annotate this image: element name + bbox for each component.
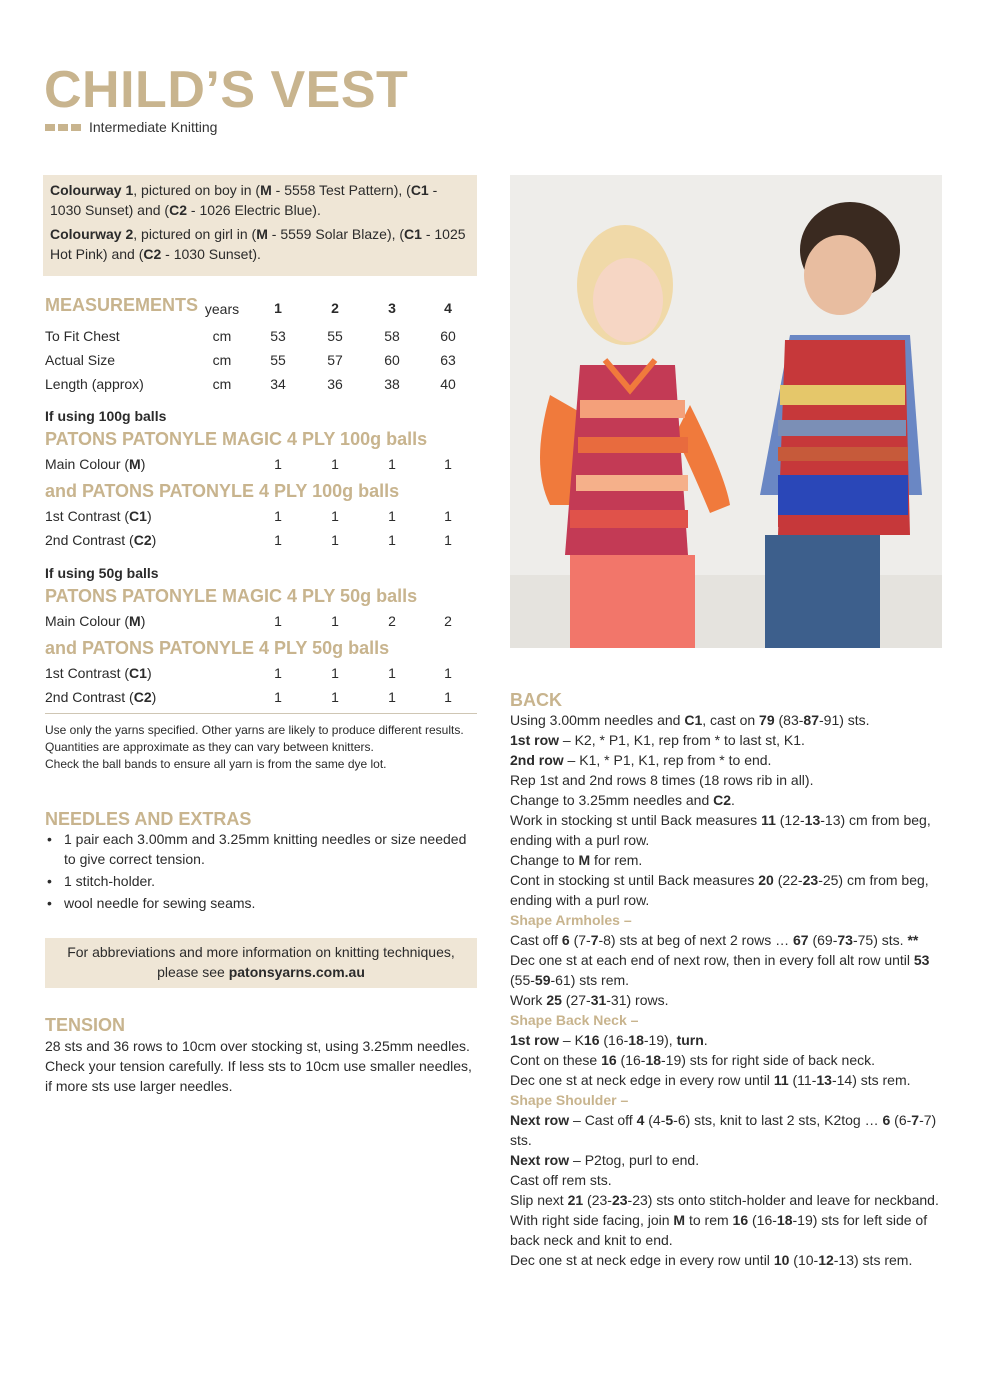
instruction-line: Dec one st at each end of next row, then in every foll alt row until 53 (55-59-61) sts rem. — [510, 952, 930, 988]
table-row: To Fit Chest cm 53 55 58 60 — [45, 328, 456, 344]
instruction-line: 2nd row – K1, * P1, K1, rep from * to end. — [510, 752, 772, 768]
yarn-100g-table — [45, 452, 475, 476]
table-row: Main Colour (M) 1 1 2 2 — [45, 613, 452, 629]
instruction-line: Next row – Cast off 4 (4-5-6) sts, knit to last 2 sts, K2tog … 6 (6-7-7) sts. — [510, 1112, 937, 1148]
yarn-50g-magic-heading: PATONS PATONYLE MAGIC 4 PLY 50g balls — [45, 586, 418, 606]
colourway-panel — [43, 175, 477, 276]
abbreviations-panel — [45, 938, 477, 988]
yarn-100g-subheading: If using 100g balls — [45, 408, 167, 424]
instruction-line: With right side facing, join M to rem 16 (16-18-19) sts for left side of back neck and knit to end. — [510, 1212, 928, 1248]
table-row: Length (approx) cm 34 36 38 40 — [45, 376, 456, 392]
table-row: 2nd Contrast (C2) 1 1 1 1 — [45, 689, 452, 705]
note-line: Quantities are approximate as they can vary between knitters. — [45, 740, 374, 754]
instruction-line: Cast off rem sts. — [510, 1172, 612, 1188]
list-item: • 1 stitch-holder. — [45, 871, 475, 891]
tension-heading: TENSION — [45, 1015, 126, 1035]
shape-armholes-subheading: Shape Armholes – — [510, 912, 632, 928]
size-header: 4 — [444, 300, 452, 316]
instruction-line: Work in stocking st until Back measures 11 (12-13-13) cm from beg, ending with a purl row. — [510, 812, 931, 848]
page-title: CHILD’S VEST — [44, 61, 409, 119]
measurements-heading: MEASUREMENTS — [45, 295, 199, 315]
shape-back-neck-subheading: Shape Back Neck – — [510, 1012, 639, 1028]
unit-header: years — [204, 301, 240, 317]
note-line: Use only the yarns specified. Other yarns are likely to produce different results. — [45, 723, 464, 737]
tension-text — [45, 1036, 475, 1096]
needles-list — [45, 829, 475, 915]
size-header: 1 — [274, 300, 282, 316]
children-photo — [510, 175, 942, 648]
size-header: 2 — [331, 300, 339, 316]
tension-line: Check your tension carefully. If less sts to 10cm use smaller needles, if more sts use larger needles. — [45, 1058, 472, 1094]
needles-heading: NEEDLES AND EXTRAS — [45, 809, 252, 829]
instruction-line: Cont on these 16 (16-18-19) sts for right side of back neck. — [510, 1052, 875, 1068]
colourway-1: Colourway 1, pictured on boy in (M - 5558 Test Pattern), (C1 - 1030 Sunset) and (C2 - 1026 Electric Blue). — [50, 182, 438, 218]
skill-level-label: Intermediate Knitting — [89, 119, 218, 135]
website-link[interactable]: patonsyarns.com.au — [228, 964, 365, 980]
abbreviations-text: For abbreviations and more information on knitting techniques, please see — [67, 944, 455, 980]
instruction-line: Change to 3.25mm needles and C2. — [510, 792, 735, 808]
instruction-line: Dec one st at neck edge in every row until 10 (10-12-13) sts rem. — [510, 1252, 913, 1268]
back-heading: BACK — [510, 690, 562, 710]
note-line: Check the ball bands to ensure all yarn is from the same dye lot. — [45, 757, 387, 771]
table-row: 1st Contrast (C1) 1 1 1 1 — [45, 508, 452, 524]
tension-line: 28 sts and 36 rows to 10cm over stocking st, using 3.25mm needles. — [45, 1038, 470, 1054]
yarn-notes — [45, 722, 475, 773]
instruction-line: Change to M for rem. — [510, 852, 643, 868]
table-row: Main Colour (M) 1 1 1 1 — [45, 456, 452, 472]
yarn-50g-table — [45, 609, 475, 633]
colourway-2: Colourway 2, pictured on girl in (M - 5559 Solar Blaze), (C1 - 1025 Hot Pink) and (C2 - 1030 Sunset). — [50, 226, 466, 262]
measurements-table — [45, 294, 475, 396]
shape-shoulder-subheading: Shape Shoulder – — [510, 1092, 629, 1108]
size-header: 3 — [388, 300, 396, 316]
instruction-line: Rep 1st and 2nd rows 8 times (18 rows rib in all). — [510, 772, 814, 788]
instruction-line: Dec one st at neck edge in every row until 11 (11-13-14) sts rem. — [510, 1072, 911, 1088]
yarn-50g-contrast-heading: and PATONS PATONYLE 4 PLY 50g balls — [45, 638, 390, 658]
table-row: Actual Size cm 55 57 60 63 — [45, 352, 456, 368]
instruction-line: 1st row – K16 (16-18-19), turn. — [510, 1032, 708, 1048]
back-instructions — [510, 710, 942, 1270]
instruction-line: Work 25 (27-31-31) rows. — [510, 992, 669, 1008]
list-item: • 1 pair each 3.00mm and 3.25mm knitting needles or size needed to give correct tension. — [45, 829, 475, 869]
yarn-50g-contrast-table — [45, 661, 475, 709]
divider — [45, 713, 477, 714]
table-row: 1st Contrast (C1) 1 1 1 1 — [45, 665, 452, 681]
yarn-100g-contrast-table — [45, 504, 475, 552]
instruction-line: Next row – P2tog, purl to end. — [510, 1152, 700, 1168]
measurements-header-row — [45, 294, 475, 320]
instruction-line: Using 3.00mm needles and C1, cast on 79 (83-87-91) sts. — [510, 712, 870, 728]
yarn-100g-magic-heading: PATONS PATONYLE MAGIC 4 PLY 100g balls — [45, 429, 428, 449]
instruction-line: Cast off 6 (7-7-8) sts at beg of next 2 rows … 67 (69-73-75) sts. ** — [510, 932, 919, 948]
yarn-50g-subheading: If using 50g balls — [45, 565, 159, 581]
instruction-line: 1st row – K2, * P1, K1, rep from * to last st, K1. — [510, 732, 805, 748]
skill-level — [45, 119, 217, 135]
skill-level-icon — [45, 124, 81, 131]
yarn-100g-contrast-heading: and PATONS PATONYLE 4 PLY 100g balls — [45, 481, 400, 501]
table-row: 2nd Contrast (C2) 1 1 1 1 — [45, 532, 452, 548]
instruction-line: Cont in stocking st until Back measures 20 (22-23-25) cm from beg, ending with a purl row. — [510, 872, 929, 908]
list-item: • wool needle for sewing seams. — [45, 893, 475, 913]
instruction-line: Slip next 21 (23-23-23) sts onto stitch-holder and leave for neckband. — [510, 1192, 939, 1208]
